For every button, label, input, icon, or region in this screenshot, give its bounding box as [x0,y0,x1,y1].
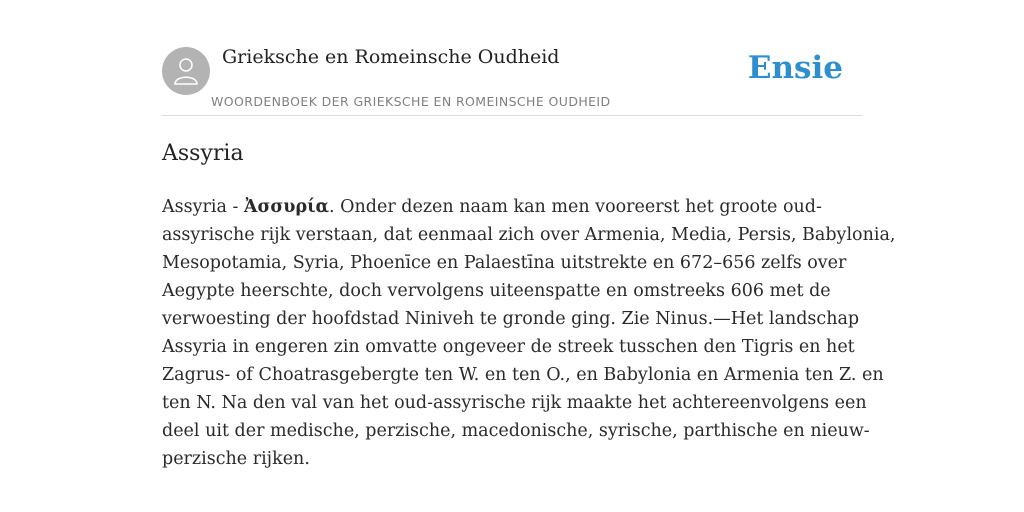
entry-line: assyrische rijk verstaan, dat eenmaal zich over Armenia, Media, Persis, Babylonia, [162,225,896,245]
entry-line: Aegypte heerschte, doch vervolgens uiteenspatte en omstreeks 606 met de [162,281,831,301]
source-subtitle: WOORDENBOEK DER GRIEKSCHE EN ROMEINSCHE OUDHEID [211,94,611,109]
entry-line: perzische rijken. [162,449,310,469]
brand-logo[interactable]: Ensie [747,50,843,86]
entry-line: Mesopotamia, Syria, Phoenīce en Palaestīna uitstrekte en 672–656 zelfs over [162,253,847,273]
entry-line: Zagrus- of Choatrasgebergte ten W. en ten O., en Babylonia en Armenia ten Z. en [162,365,884,385]
greek-term: Ἀσσυρία [243,197,330,217]
entry-line: verwoesting der hoofdstad Niniveh te gronde ging. Zie Ninus.—Het landschap [162,309,860,329]
header [162,44,862,116]
entry-title: Assyria [162,141,244,166]
entry-body [162,193,896,473]
user-silhouette-icon [174,57,198,85]
source-title[interactable]: Grieksche en Romeinsche Oudheid [222,46,560,68]
entry-line: deel uit der medische, perzische, macedonische, syrische, parthische en nieuw- [162,421,870,441]
entry-line: ten N. Na den val van het oud-assyrische rijk maakte het achtereenvolgens een [162,393,867,413]
line-1-rest: . Onder dezen naam kan men vooreerst het groote oud- [329,197,822,217]
entry-line [162,193,882,221]
avatar[interactable] [162,47,210,95]
entry-line: Assyria in engeren zin omvatte ongeveer de streek tusschen den Tigris en het [162,337,855,357]
term-prefix: Assyria - [162,197,244,217]
